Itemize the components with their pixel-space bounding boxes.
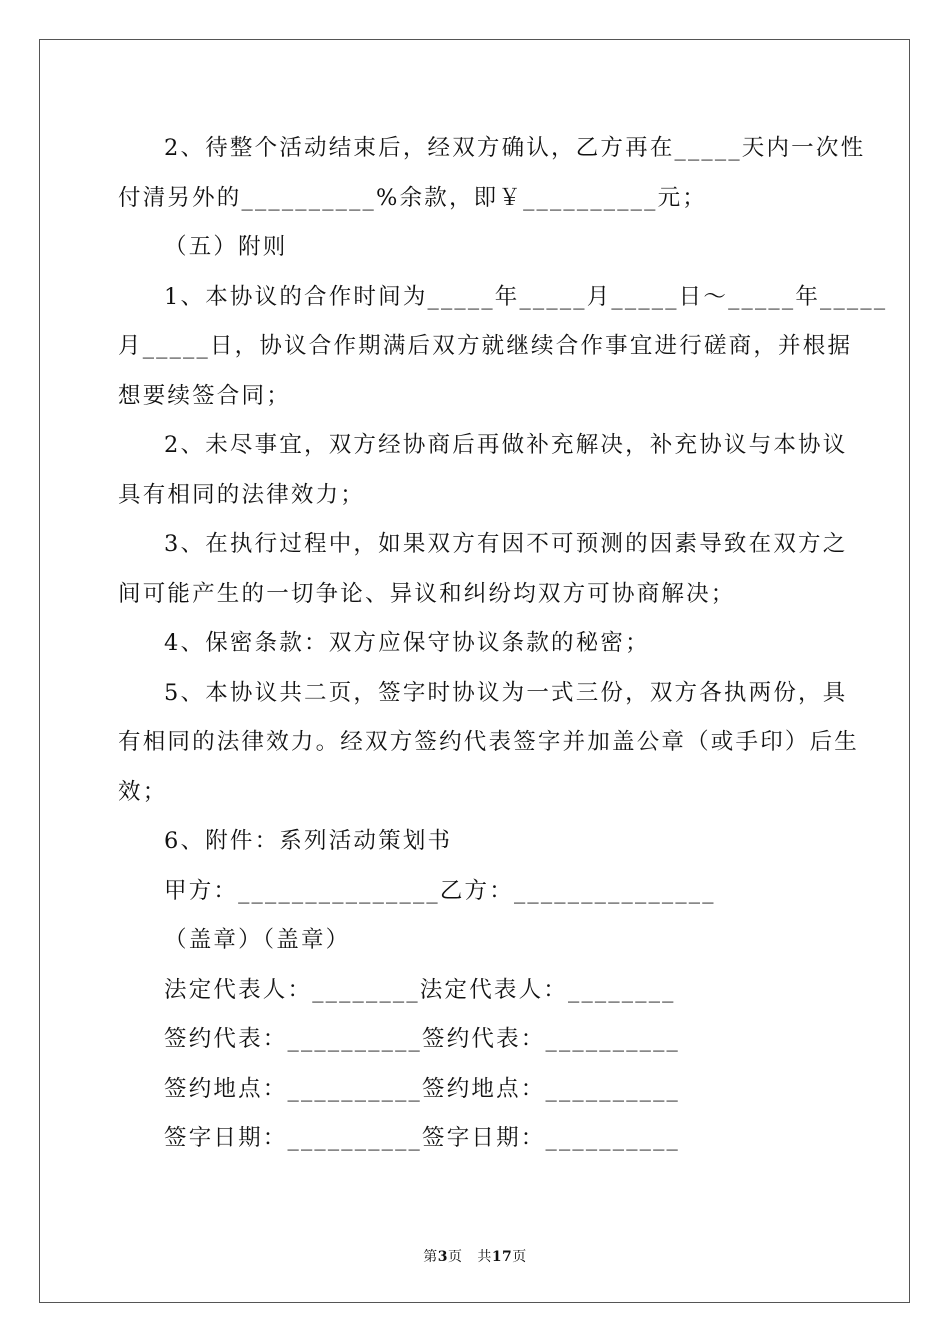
clause-2-supplement-line-1: 2、未尽事宜，双方经协商后再做补充解决，补充协议与本协议 <box>164 432 848 458</box>
section-heading-appendix: （五）附则 <box>164 234 288 260</box>
clause-4-confidentiality: 4、保密条款：双方应保守协议条款的秘密； <box>164 630 650 656</box>
signature-seals: （盖章）（盖章） <box>164 927 351 953</box>
page-prefix: 第 <box>423 1249 438 1265</box>
total-prefix: 共 <box>477 1249 492 1265</box>
signature-signing-place: 签约地点：__________签约地点：__________ <box>164 1075 681 1102</box>
clause-2-payment-line-2: 付清另外的__________%余款，即￥__________元； <box>118 184 707 211</box>
document-body <box>118 124 888 1164</box>
clause-5-copies-line-2: 有相同的法律效力。经双方签约代表签字并加盖公章（或手印）后生 <box>118 729 860 755</box>
clause-5-copies-line-3: 效； <box>118 778 168 805</box>
clause-1-term-line-2: 月_____日，协议合作期满后双方就继续合作事宜进行磋商，并根据 <box>118 333 853 359</box>
clause-3-dispute-line-1: 3、在执行过程中，如果双方有因不可预测的因素导致在双方之 <box>164 531 848 557</box>
page-suffix: 页 <box>447 1249 463 1265</box>
signature-legal-representative: 法定代表人：________法定代表人：________ <box>164 976 676 1003</box>
clause-5-copies-line-1: 5、本协议共二页，签字时协议为一式三份，双方各执两份，具 <box>164 679 848 706</box>
signature-signing-representative: 签约代表：__________签约代表：__________ <box>164 1026 681 1052</box>
page-number: 3 <box>437 1249 448 1265</box>
total-pages: 17 <box>491 1249 513 1265</box>
clause-1-term-line-3: 想要续签合同； <box>118 382 291 409</box>
clause-2-supplement-line-2: 具有相同的法律效力； <box>118 481 366 508</box>
signature-signing-date: 签字日期：__________签字日期：__________ <box>164 1125 681 1151</box>
clause-2-payment-line-1: 2、待整个活动结束后，经双方确认，乙方再在_____天内一次性 <box>164 135 866 161</box>
clause-1-term-line-1: 1、本协议的合作时间为_____年_____月_____日～_____年_____ <box>164 283 888 310</box>
page-footer <box>0 1246 950 1266</box>
signature-parties: 甲方：_______________乙方：_______________ <box>164 877 716 904</box>
total-suffix: 页 <box>512 1249 527 1265</box>
clause-3-dispute-line-2: 间可能产生的一切争论、异议和纠纷均双方可协商解决； <box>118 580 736 607</box>
clause-6-attachment: 6、附件：系列活动策划书 <box>164 828 453 854</box>
